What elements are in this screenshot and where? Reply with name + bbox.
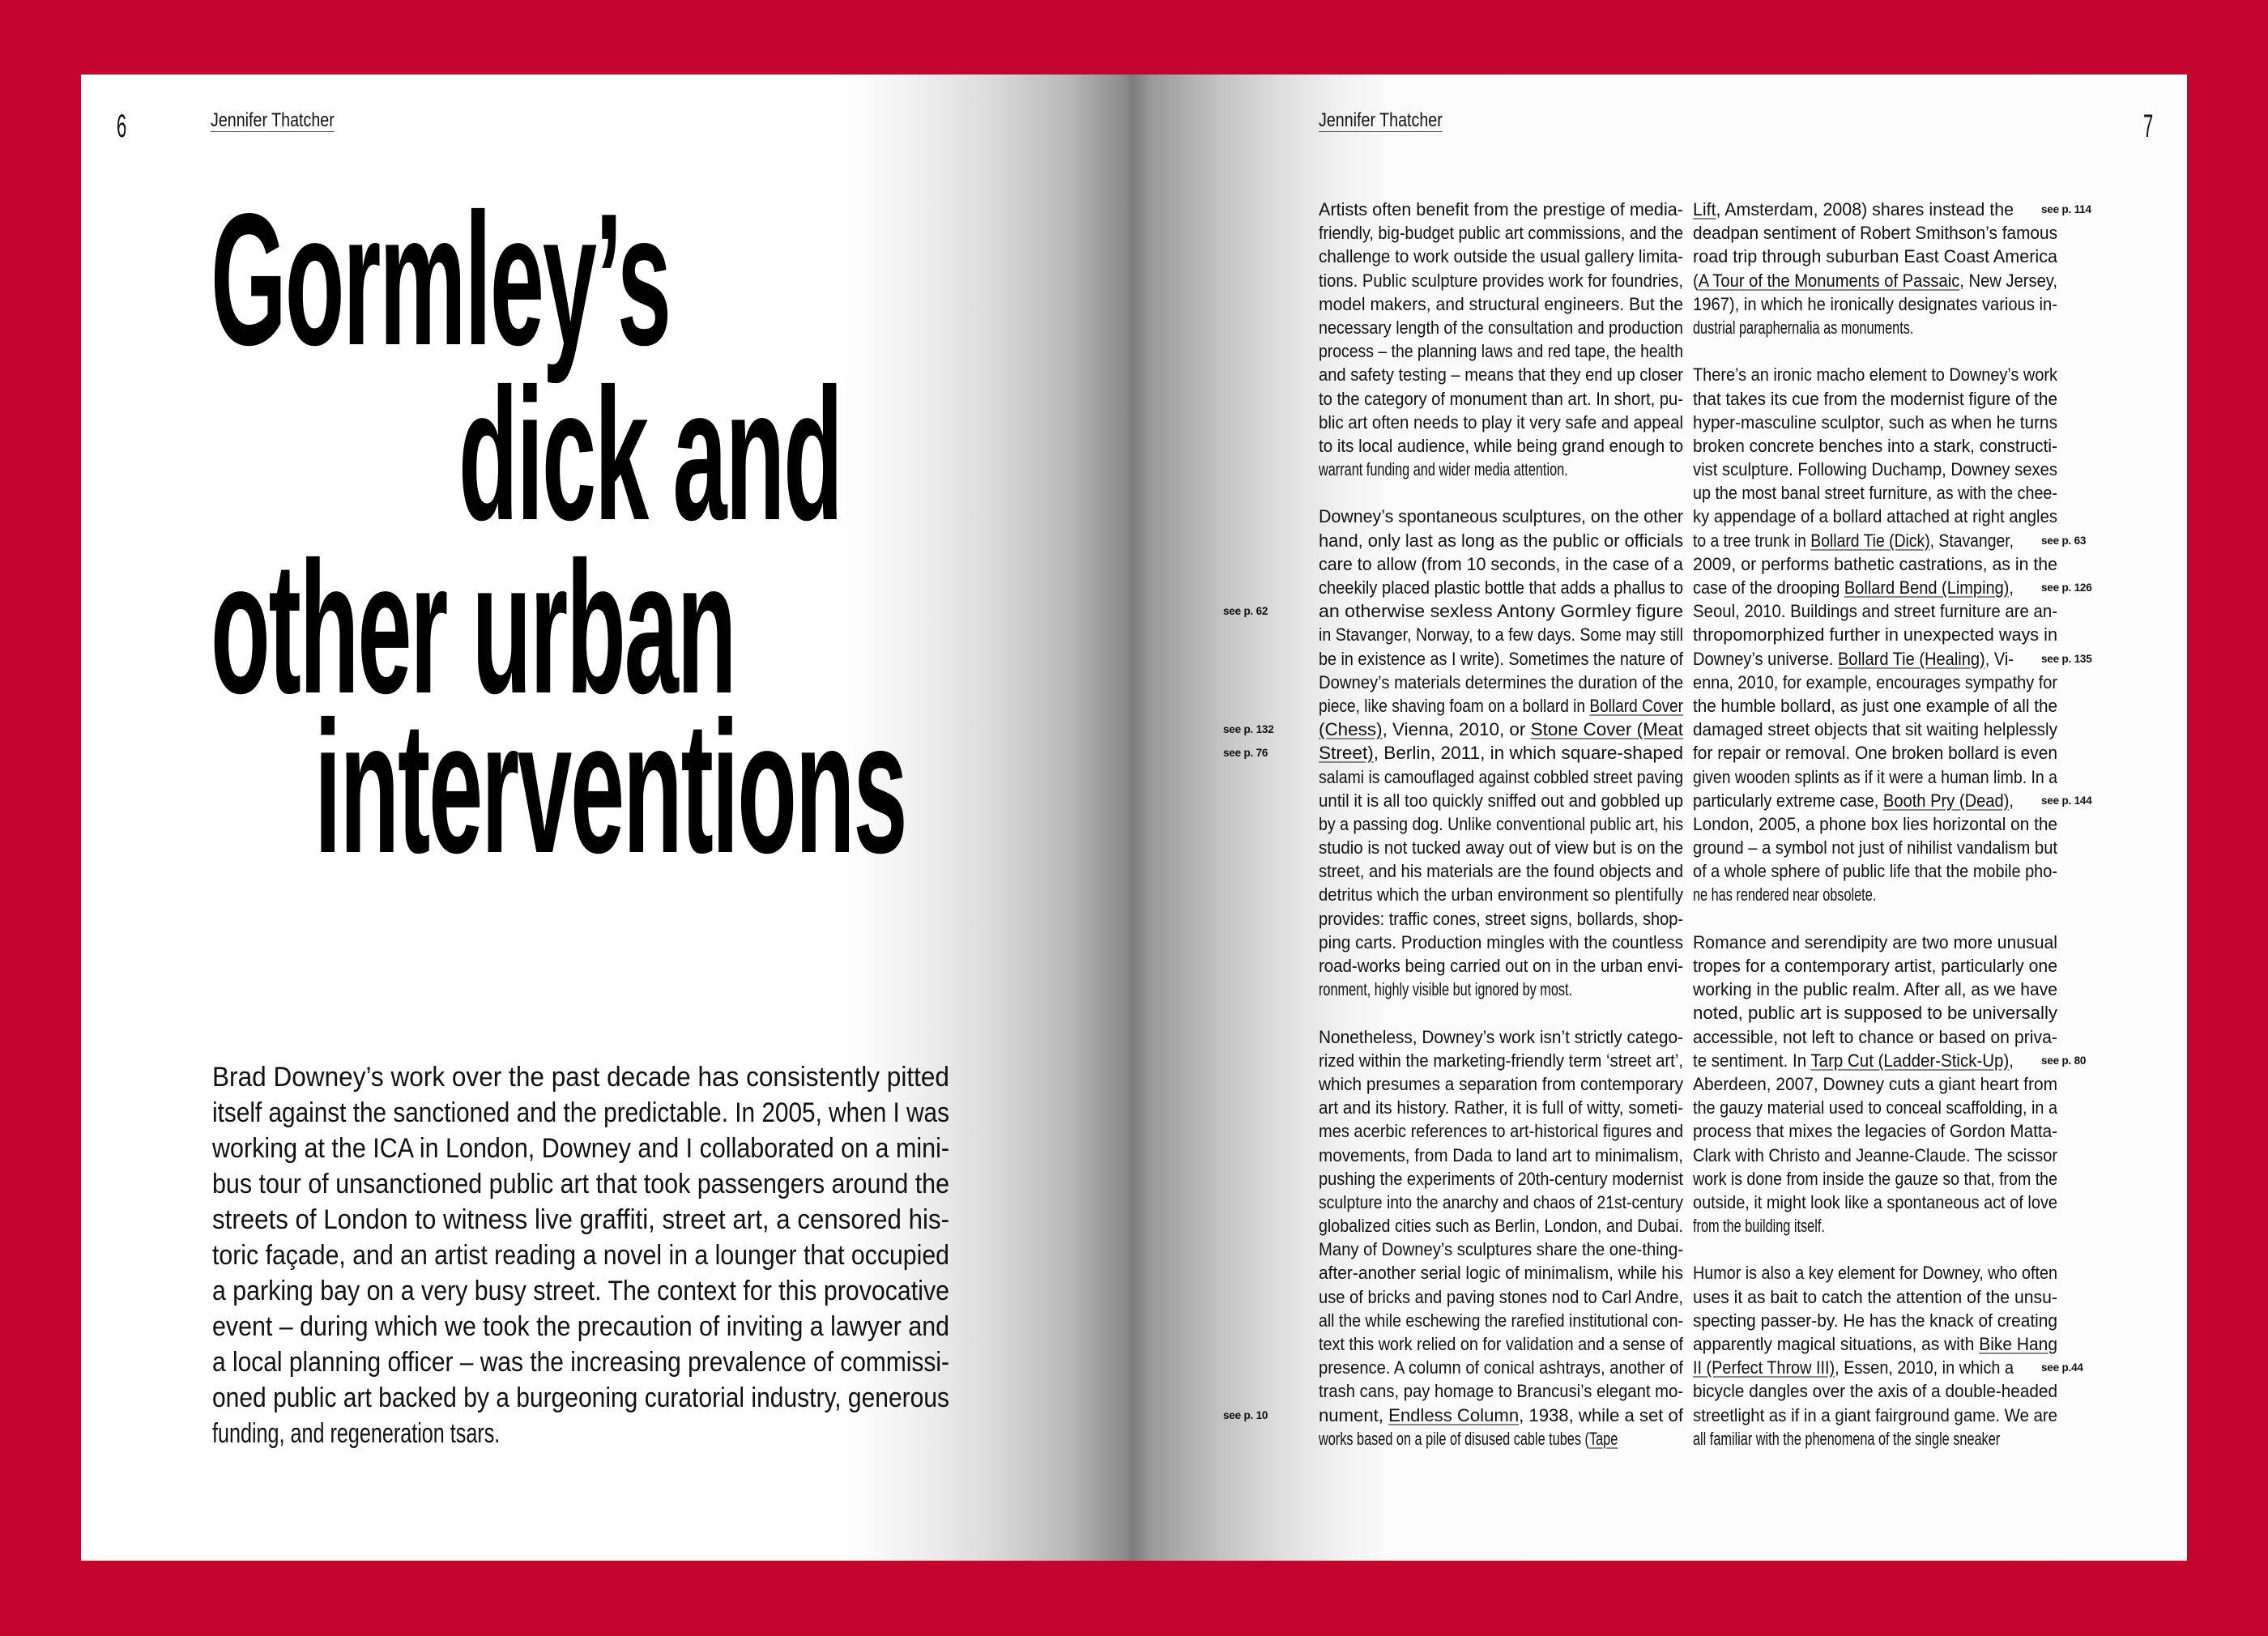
body-line: vist sculpture. Following Duchamp, Downey sexes bbox=[1693, 459, 2057, 480]
work-title-link[interactable]: (Chess) bbox=[1319, 719, 1383, 740]
body-line: globalized cities such as Berlin, London, and Dubai. bbox=[1319, 1216, 1683, 1237]
page-reference[interactable]: see p. 63 bbox=[2041, 534, 2087, 547]
page-reference[interactable]: see p. 114 bbox=[2041, 203, 2091, 215]
body-line: uses it as bait to catch the attention of the unsu- bbox=[1693, 1286, 2057, 1307]
running-head-left: Jennifer Thatcher bbox=[211, 109, 335, 131]
running-head-right: Jennifer Thatcher bbox=[1319, 109, 1443, 131]
body-line: tropes for a contemporary artist, particularly one bbox=[1693, 956, 2057, 976]
body-line bbox=[1693, 1238, 2108, 1261]
body-line: an otherwise sexless Antony Gormley figure see p. 62 bbox=[1319, 599, 1739, 623]
body-line: care to allow (from 10 seconds, in the case of a bbox=[1319, 553, 1683, 574]
body-line: by a passing dog. Unlike conventional public art, his bbox=[1319, 813, 1683, 834]
page-reference[interactable]: see p. 10 bbox=[1223, 1408, 1268, 1421]
body-line: working in the public realm. After all, as we have bbox=[1693, 979, 2057, 1000]
body-line bbox=[1319, 481, 1739, 505]
body-column-1 bbox=[1223, 198, 1739, 1451]
body-line: (Chess), Vienna, 2010, or Stone Cover (Meat see p. 132 bbox=[1319, 718, 1739, 741]
body-line: necessary length of the consultation and production bbox=[1319, 317, 1683, 338]
page-reference[interactable]: see p.44 bbox=[2041, 1361, 2083, 1374]
body-line: process – the planning laws and red tape, the health bbox=[1319, 341, 1683, 362]
intro-line: event – during which we took the precaution of inviting a lawyer and bbox=[212, 1311, 949, 1342]
body-line: Downey’s spontaneous sculptures, on the other bbox=[1319, 506, 1683, 527]
body-line: accessible, not left to chance or based on priva- bbox=[1693, 1026, 2057, 1047]
body-line: deadpan sentiment of Robert Smithson’s famous bbox=[1693, 223, 2057, 244]
body-line: hyper-masculine sculptor, such as when he turns bbox=[1693, 411, 2057, 432]
body-line: Lift, Amsterdam, 2008) shares instead the see p. 114 bbox=[1693, 198, 2108, 221]
body-line bbox=[1693, 339, 2108, 363]
body-line: Nonetheless, Downey’s work isn’t strictly catego- bbox=[1319, 1026, 1683, 1047]
body-line: all familiar with the phenomena of the single sneaker bbox=[1693, 1428, 2001, 1449]
intro-line: itself against the sanctioned and the predictable. In 2005, when I was bbox=[212, 1097, 949, 1128]
body-line: road-works being carried out on in the urban envi- bbox=[1319, 956, 1683, 976]
intro-line: bus tour of unsanctioned public art that took passengers around the bbox=[212, 1169, 949, 1199]
work-title-link[interactable]: Endless Column bbox=[1388, 1404, 1520, 1425]
body-line: the gauzy material used to conceal scaffolding, in a bbox=[1693, 1097, 2057, 1118]
body-line: (A Tour of the Monuments of Passaic, New Jersey, bbox=[1693, 270, 2057, 291]
body-line: dustrial paraphernalia as monuments. bbox=[1693, 317, 1914, 338]
body-line: to its local audience, while being grand enough to bbox=[1319, 435, 1683, 456]
body-line: presence. A column of conical ashtrays, another of bbox=[1319, 1357, 1683, 1378]
page-number-left: 6 bbox=[117, 109, 127, 144]
body-line: Romance and serendipity are two more unusual bbox=[1693, 931, 2057, 952]
body-line: detritus which the urban environment so plentifully bbox=[1319, 884, 1683, 905]
work-title-link[interactable]: II (Perfect Throw III) bbox=[1693, 1357, 1835, 1378]
page-reference[interactable]: see p. 80 bbox=[2041, 1054, 2087, 1067]
body-line: the humble bollard, as just one example of all the bbox=[1693, 695, 2057, 716]
body-line: bicycle dangles over the axis of a double-headed bbox=[1693, 1381, 2057, 1402]
body-line: cheekily placed plastic bottle that adds a phallus to bbox=[1319, 577, 1683, 598]
intro-line: a local planning officer – was the increasing prevalence of commissi- bbox=[212, 1347, 949, 1378]
work-title-link[interactable]: Stone Cover (Meat bbox=[1530, 719, 1683, 740]
body-line: hand, only last as long as the public or officials bbox=[1319, 530, 1683, 551]
title-line: dick and bbox=[458, 350, 842, 560]
body-line: be in existence as I write). Sometimes the nature of bbox=[1319, 648, 1683, 669]
page-reference[interactable]: see p. 62 bbox=[1223, 605, 1268, 618]
intro-paragraph bbox=[212, 1059, 949, 1451]
body-line: ping carts. Production mingles with the countless bbox=[1319, 931, 1683, 952]
body-line: sculpture into the anarchy and chaos of 21st-century bbox=[1319, 1191, 1683, 1212]
body-line: enna, 2010, for example, encourages sympathy for bbox=[1693, 671, 2057, 692]
body-line: that takes its cue from the modernist figure of the bbox=[1693, 388, 2057, 409]
body-line: which presumes a separation from contemporary bbox=[1319, 1073, 1683, 1094]
body-line: broken concrete benches into a stark, constructi- bbox=[1693, 435, 2057, 456]
body-line: Clark with Christo and Jeanne-Claude. The scissor bbox=[1693, 1144, 2057, 1165]
body-line: London, 2005, a phone box lies horizontal on the bbox=[1693, 813, 2057, 834]
body-line: 2009, or performs bathetic castrations, as in the bbox=[1693, 553, 2057, 574]
work-title-link[interactable]: Bollard Tie (Dick) bbox=[1810, 530, 1930, 551]
body-line: street, and his materials are the found objects and bbox=[1319, 861, 1683, 882]
page-reference[interactable]: see p. 126 bbox=[2041, 582, 2092, 594]
body-line: text this work relied on for validation and a sense of bbox=[1319, 1334, 1683, 1354]
body-line: use of bricks and paving stones nod to Carl Andre, bbox=[1319, 1286, 1683, 1307]
body-line: pushing the experiments of 20th-century modernist bbox=[1319, 1168, 1683, 1189]
body-line: movements, from Dada to land art to minimalism, bbox=[1319, 1144, 1683, 1165]
body-line: ronment, highly visible but ignored by most. bbox=[1319, 979, 1573, 1000]
body-line: given wooden splints as if it were a human limb. In a bbox=[1693, 766, 2057, 787]
body-line: and safety testing – means that they end up closer bbox=[1319, 364, 1683, 386]
body-line: piece, like shaving foam on a bollard in Bollard Cover bbox=[1319, 695, 1683, 716]
body-line: to a tree trunk in Bollard Tie (Dick), Stavanger, see p. 63 bbox=[1693, 529, 2108, 552]
body-line bbox=[1693, 907, 2108, 931]
body-line: streetlight as if in a giant fairground game. We are bbox=[1693, 1404, 2057, 1425]
body-line: to the category of monument than art. In short, pu- bbox=[1319, 388, 1683, 409]
work-title-link[interactable]: Tape bbox=[1588, 1428, 1618, 1449]
body-line: of a whole sphere of public life that the mobile pho- bbox=[1693, 861, 2057, 882]
body-line: 1967), in which he ironically designates various in- bbox=[1693, 293, 2057, 314]
body-line: all the while eschewing the rarefied institutional con- bbox=[1319, 1310, 1683, 1331]
body-line: ky appendage of a bollard attached at right angles bbox=[1693, 506, 2057, 527]
body-line: apparently magical situations, as with Bike Hang bbox=[1693, 1334, 2057, 1354]
magazine-spread bbox=[81, 75, 2187, 1561]
work-title-link[interactable]: Street) bbox=[1319, 743, 1374, 764]
body-line: challenge to work outside the usual gallery limita- bbox=[1319, 246, 1683, 267]
body-line: Downey’s universe. Bollard Tie (Healing), Vi- see p. 135 bbox=[1693, 647, 2108, 671]
title-line: interventions bbox=[314, 683, 906, 893]
body-line: work is done from inside the gauze so that, from the bbox=[1693, 1168, 2057, 1189]
intro-line: toric façade, and an artist reading a novel in a lounger that occupied bbox=[212, 1240, 949, 1271]
body-line: until it is all too quickly sniffed out and gobbled up bbox=[1319, 790, 1683, 811]
body-line: provides: traffic cones, street signs, bollards, shop- bbox=[1319, 908, 1683, 929]
body-line: nument, Endless Column, 1938, while a set of see p. 10 bbox=[1319, 1404, 1739, 1427]
body-line: Humor is also a key element for Downey, who often bbox=[1693, 1263, 2057, 1284]
page-number-right: 7 bbox=[2143, 109, 2154, 144]
title-line: other urban bbox=[211, 523, 735, 733]
intro-line: Brad Downey’s work over the past decade has consistently pitted bbox=[212, 1062, 949, 1093]
body-line: ne has rendered near obsolete. bbox=[1693, 884, 1877, 905]
work-title-link[interactable]: Bike Hang bbox=[1979, 1334, 2057, 1354]
intro-line: a parking bay on a very busy street. The context for this provocative bbox=[212, 1276, 949, 1306]
body-line: up the most banal street furniture, as with the chee- bbox=[1693, 483, 2057, 504]
work-title-link[interactable]: Lift bbox=[1693, 199, 1716, 219]
body-line: warrant funding and wider media attention. bbox=[1319, 459, 1568, 480]
page-reference[interactable]: see p. 132 bbox=[1223, 723, 1274, 736]
body-line: te sentiment. In Tarp Cut (Ladder-Stick-Up), see p. 80 bbox=[1693, 1049, 2108, 1072]
body-line: Aberdeen, 2007, Downey cuts a giant heart from bbox=[1693, 1073, 2057, 1094]
body-line: after-another serial logic of minimalism, while his bbox=[1319, 1263, 1683, 1284]
body-line: studio is not tucked away out of view but is on the bbox=[1319, 837, 1683, 858]
body-line: in Stavanger, Norway, to a few days. Some may still bbox=[1319, 624, 1683, 645]
body-line: damaged street objects that sit waiting helplessly bbox=[1693, 719, 2057, 740]
body-line: art and its history. Rather, it is full of witty, someti- bbox=[1319, 1097, 1683, 1118]
work-title-link[interactable]: A Tour of the Monuments of Passaic bbox=[1698, 270, 1960, 291]
page-reference[interactable]: see p. 144 bbox=[2041, 794, 2092, 807]
body-line: II (Perfect Throw III), Essen, 2010, in which a see p.44 bbox=[1693, 1356, 2108, 1379]
work-title-link[interactable]: Bollard Cover bbox=[1589, 695, 1683, 716]
work-title-link[interactable]: Bollard Bend (Limping) bbox=[1844, 577, 2010, 598]
body-line: trash cans, pay homage to Brancusi’s elegant mo- bbox=[1319, 1381, 1683, 1402]
intro-line: working at the ICA in London, Downey and I collaborated on a mini- bbox=[212, 1133, 949, 1164]
body-line: from the building itself. bbox=[1693, 1216, 1825, 1237]
body-line: friendly, big-budget public art commissions, and the bbox=[1319, 223, 1683, 244]
body-line: outside, it might look like a spontaneous act of love bbox=[1693, 1191, 2057, 1212]
body-line: road trip through suburban East Coast America bbox=[1693, 246, 2057, 267]
page-reference[interactable]: see p. 76 bbox=[1223, 747, 1268, 760]
body-line: rized within the marketing-friendly term ‘street art’, bbox=[1319, 1050, 1683, 1071]
body-line: Seoul, 2010. Buildings and street furniture are an- bbox=[1693, 601, 2057, 622]
title-line: Gormley’s bbox=[211, 175, 670, 385]
work-title-link[interactable]: Bollard Tie (Healing) bbox=[1838, 648, 1985, 669]
body-line: Downey’s materials determines the duration of the bbox=[1319, 671, 1683, 692]
body-line: case of the drooping Bollard Bend (Limping), see p. 126 bbox=[1693, 576, 2108, 599]
body-line: model makers, and structural engineers. But the bbox=[1319, 293, 1683, 314]
body-line: salami is camouflaged against cobbled street paving bbox=[1319, 766, 1683, 787]
body-line: specting passer-by. He has the knack of creating bbox=[1693, 1310, 2057, 1331]
intro-line: streets of London to witness live graffiti, street art, a censored his- bbox=[212, 1204, 949, 1235]
body-line: Many of Downey’s sculptures share the one-thing- bbox=[1319, 1239, 1683, 1260]
body-line: for repair or removal. One broken bollard is even bbox=[1693, 743, 2057, 764]
intro-line: funding, and regeneration tsars. bbox=[212, 1418, 501, 1449]
page-reference[interactable]: see p. 135 bbox=[2041, 652, 2092, 665]
body-column-2 bbox=[1693, 198, 2108, 1451]
work-title-link[interactable]: Tarp Cut (Ladder-Stick-Up) bbox=[1810, 1050, 2010, 1071]
body-line: noted, public art is supposed to be universally bbox=[1693, 1003, 2057, 1024]
body-line: blic art often needs to play it very safe and appeal bbox=[1319, 411, 1683, 432]
body-line: Artists often benefit from the prestige of media- bbox=[1319, 199, 1683, 219]
body-line: particularly extreme case, Booth Pry (Dead), see p. 144 bbox=[1693, 789, 2108, 812]
body-line bbox=[1319, 1001, 1739, 1025]
body-line: tions. Public sculpture provides work for foundries, bbox=[1319, 270, 1683, 291]
body-line: ground – a symbol not just of nihilist vandalism but bbox=[1693, 837, 2057, 858]
body-line: Street), Berlin, 2011, in which square-shaped see p. 76 bbox=[1319, 741, 1739, 765]
body-line: process that mixes the legacies of Gordon Matta- bbox=[1693, 1121, 2057, 1142]
work-title-link[interactable]: Booth Pry (Dead) bbox=[1882, 790, 2010, 811]
body-line: thropomorphized further in unexpected ways in bbox=[1693, 624, 2057, 645]
body-line: works based on a pile of disused cable tubes (Tape bbox=[1319, 1428, 1618, 1449]
body-line: There’s an ironic macho element to Downey’s work bbox=[1693, 364, 2057, 386]
body-line: mes acerbic references to art-historical figures and bbox=[1319, 1121, 1683, 1142]
intro-line: oned public art backed by a burgeoning curatorial industry, generous bbox=[212, 1383, 949, 1413]
